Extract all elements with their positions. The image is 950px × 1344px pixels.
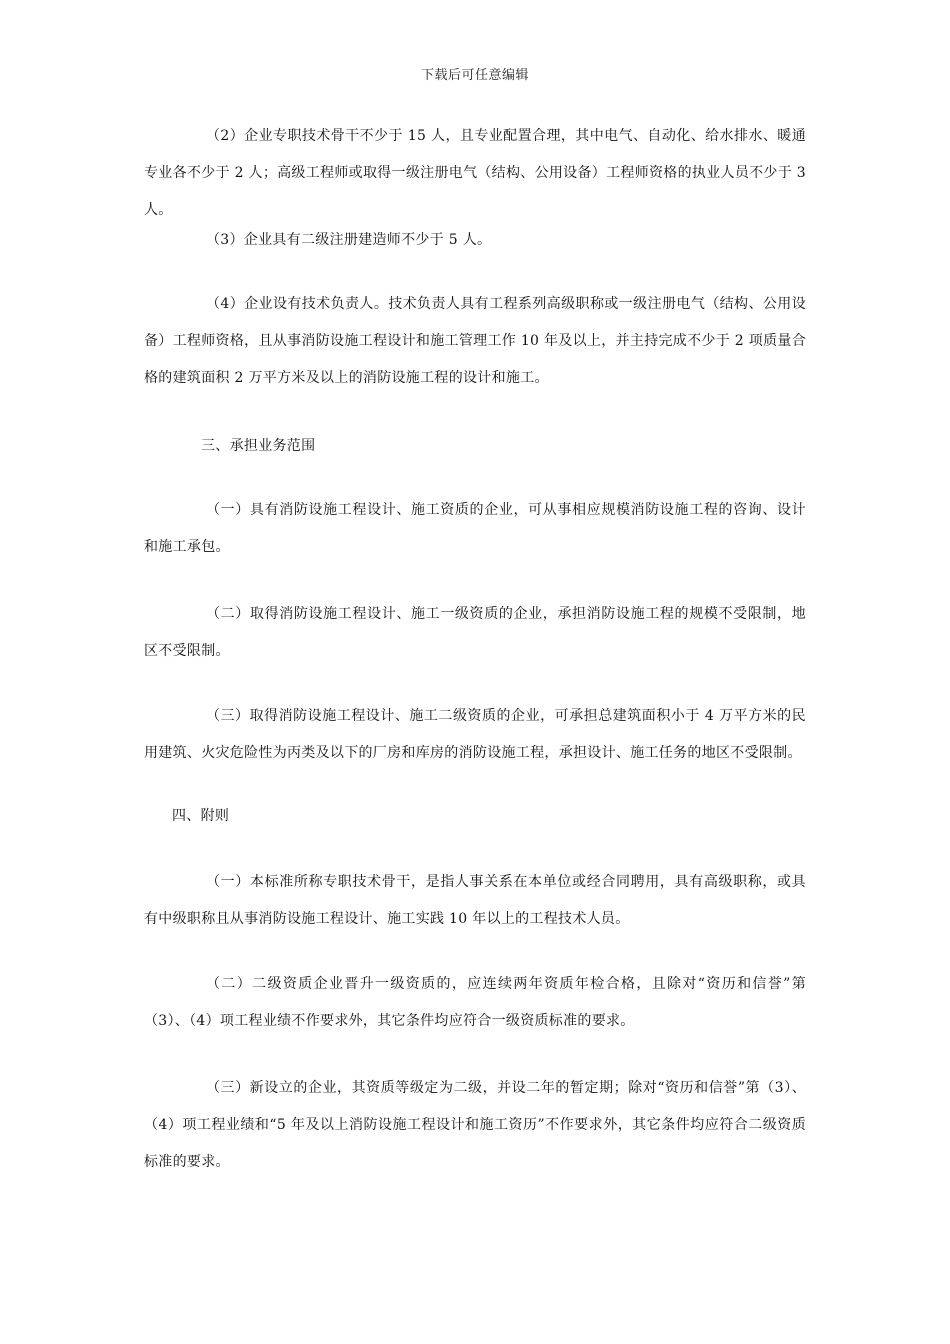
- paragraph-scope-1: （一）具有消防设施工程设计、施工资质的企业，可从事相应规模消防设施工程的咨询、设计和施工承包。: [144, 502, 806, 555]
- paragraph-constructor-requirement: （3）企业具有二级注册建造师不少于 5 人。: [206, 232, 492, 248]
- section-heading-scope: 三、承担业务范围: [201, 438, 316, 454]
- section-heading-appendix: 四、附则: [172, 808, 230, 824]
- paragraph-staff-requirement: （2）企业专职技术骨干不少于 15 人，且专业配置合理，其中电气、自动化、给水排水、暖通专业各不少于 2 人；高级工程师或取得一级注册电气（结构、公用设备）工程师资格的执业人员不少于 3 人。: [144, 128, 806, 218]
- paragraph-appendix-3: （三）新设立的企业，其资质等级定为二级，并设二年的暂定期；除对“资历和信誉”第（3）、（4）项工程业绩和“5 年及以上消防设施工程设计和施工资历”不作要求外，其它条件均应符合二级资质标准的要求。: [144, 1080, 806, 1170]
- page-header: 下载后可任意编辑: [420, 68, 529, 83]
- paragraph-appendix-1: （一）本标准所称专职技术骨干，是指人事关系在本单位或经合同聘用，具有高级职称，或具有中级职称且从事消防设施工程设计、施工实践 10 年以上的工程技术人员。: [144, 874, 806, 927]
- paragraph-scope-2: （二）取得消防设施工程设计、施工一级资质的企业，承担消防设施工程的规模不受限制，地区不受限制。: [144, 606, 806, 659]
- paragraph-technical-lead: （4）企业设有技术负责人。技术负责人具有工程系列高级职称或一级注册电气（结构、公用设备）工程师资格，且从事消防设施工程设计和施工管理工作 10 年及以上，并主持完成不少于 2 项质量合格的建筑面积 2 万平方米及以上的消防设施工程的设计和施工。: [144, 296, 806, 386]
- paragraph-scope-3: （三）取得消防设施工程设计、施工二级资质的企业，可承担总建筑面积小于 4 万平方米的民用建筑、火灾危险性为丙类及以下的厂房和库房的消防设施工程，承担设计、施工任务的地区不受限制。: [144, 708, 806, 761]
- paragraph-appendix-2: （二）二级资质企业晋升一级资质的，应连续两年资质年检合格，且除对“资历和信誉”第（3）、（4）项工程业绩不作要求外，其它条件均应符合一级资质标准的要求。: [144, 976, 806, 1029]
